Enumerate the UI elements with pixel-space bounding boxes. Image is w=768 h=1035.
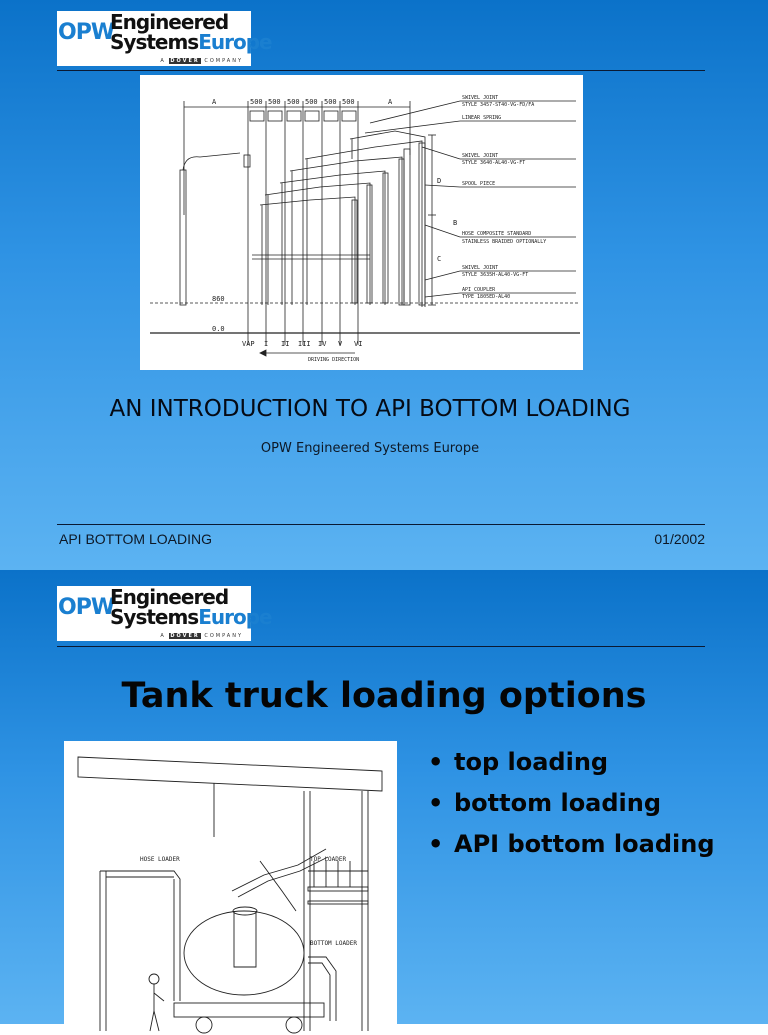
footer-rule [57, 524, 705, 525]
callout-label: STYLE 3457-ST40-VG-FD/FA [462, 102, 535, 108]
dim-label: 500 [250, 98, 263, 106]
level-label: 0.0 [212, 325, 225, 333]
footer-title: API BOTTOM LOADING [59, 531, 212, 547]
list-item: • API bottom loading [428, 830, 715, 858]
callout-label: API COUPLER [462, 287, 496, 293]
callout-label: SPOOL PIECE [462, 181, 496, 187]
level-label: 860 [212, 295, 225, 303]
logo-text-line2: SystemsEurope [110, 605, 272, 629]
dim-label: 500 [268, 98, 281, 106]
side-dim-label: B [453, 219, 458, 227]
dim-label: 500 [305, 98, 318, 106]
bullet-icon: • [428, 748, 444, 776]
slide-title: Tank truck loading options [121, 676, 647, 716]
drawing-label: BOTTOM LOADER [310, 940, 357, 947]
company-logo [57, 585, 272, 641]
side-dim-label: C [437, 255, 442, 263]
callout-label: STAINLESS BRAIDED OPTIONALLY [462, 239, 547, 245]
logo-subtitle: A DOVER COMPANY [160, 58, 243, 64]
callout-label: SWIVEL JOINT [462, 153, 499, 159]
position-label: IV [318, 340, 327, 348]
header-rule [57, 646, 705, 647]
logo-subtitle: A DOVER COMPANY [160, 633, 243, 639]
list-item: • top loading [428, 748, 609, 776]
intro-subtitle: OPW Engineered Systems Europe [260, 441, 480, 456]
intro-title: AN INTRODUCTION TO API BOTTOM LOADING [109, 396, 631, 422]
callout-label: LINEAR SPRING [462, 115, 502, 121]
footer-date: 01/2002 [654, 531, 705, 547]
callout-label: TYPE 1805ED-AL40 [462, 294, 511, 300]
dim-label: A [212, 98, 217, 106]
callout-label: STYLE 3635H-AL40-VG-FT [462, 272, 529, 278]
loading-options-drawing [64, 741, 397, 1031]
loading-options-list [428, 748, 715, 871]
side-dim-label: D [437, 177, 442, 185]
drawing-label: TOP LOADER [310, 856, 347, 863]
loading-arm-drawing [140, 75, 583, 370]
logo-text-line2: SystemsEurope [110, 30, 272, 54]
position-label: V [338, 340, 343, 348]
driving-direction-label: DRIVING DIRECTION [308, 357, 360, 363]
bullet-icon: • [428, 789, 444, 817]
company-logo [57, 10, 272, 66]
drawing-label: HOSE LOADER [140, 856, 180, 863]
logo-text-line1: Engineered [110, 585, 229, 609]
dim-label: A [388, 98, 393, 106]
logo-mark: OPW [58, 595, 115, 620]
position-label: VI [354, 340, 363, 348]
logo-mark: OPW [58, 20, 115, 45]
logo-text-line1: Engineered [110, 10, 229, 34]
position-label: II [281, 340, 290, 348]
dim-label: 500 [287, 98, 300, 106]
loading-options-schematic [64, 741, 397, 1031]
dim-label: 500 [342, 98, 355, 106]
callout-label: HOSE COMPOSITE STANDARD [462, 231, 532, 237]
header-rule [57, 70, 705, 71]
bullet-icon: • [428, 830, 444, 858]
position-label: I [264, 340, 269, 348]
slide-2 [0, 570, 768, 1024]
callout-label: STYLE 3640-AL40-VG-FT [462, 160, 526, 166]
list-item: • bottom loading [428, 789, 662, 817]
callout-label: SWIVEL JOINT [462, 95, 499, 101]
dim-label: 500 [324, 98, 337, 106]
position-label: III [298, 340, 311, 348]
loading-arm-schematic [140, 75, 583, 370]
position-label: VAP [242, 340, 255, 348]
callout-label: SWIVEL JOINT [462, 265, 499, 271]
